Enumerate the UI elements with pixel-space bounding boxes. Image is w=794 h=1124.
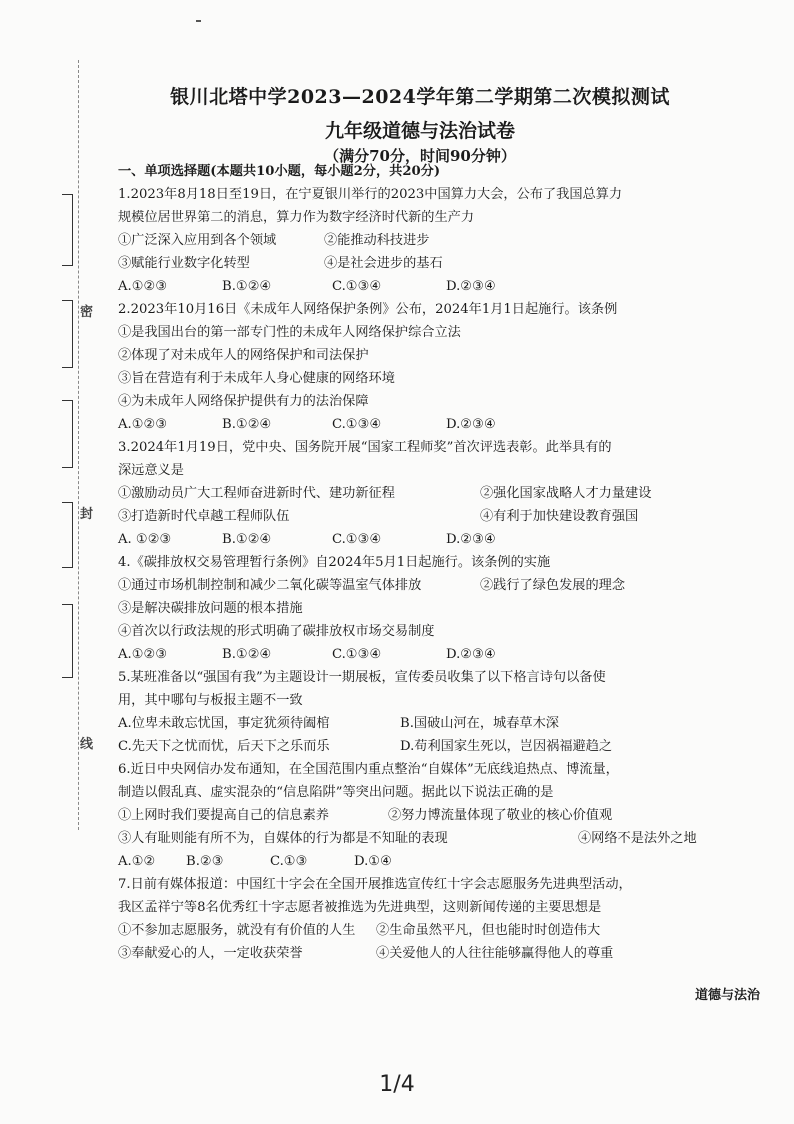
question-stem: 用，其中哪句与板报主题不一致	[118, 693, 303, 708]
statement-row	[118, 712, 730, 735]
statement-row	[118, 804, 730, 827]
answer-option[interactable]: A.①②③	[118, 279, 168, 294]
statement-item: ①激励动员广大工程师奋进新时代、建功新征程	[118, 486, 395, 501]
statement-row	[118, 344, 730, 367]
question-stem: 5.某班准备以“强国有我”为主题设计一期展板，宣传委员收集了以下格言诗句以备使	[118, 670, 606, 685]
answer-option[interactable]: A.①②	[118, 854, 156, 869]
statement-item: ②能推动科技进步	[324, 233, 430, 248]
question-stem: 4.《碳排放权交易管理暂行条例》自2024年5月1日起施行。该条例的实施	[118, 555, 551, 570]
statement-row	[118, 620, 730, 643]
answer-option[interactable]: D.①④	[354, 854, 392, 869]
binding-bracket	[62, 400, 73, 468]
question-stem: 深远意义是	[118, 463, 184, 478]
answer-option[interactable]: A.①②③	[118, 417, 168, 432]
binding-bracket	[62, 502, 73, 568]
statement-item: ①是我国出台的第一部专门性的未成年人网络保护综合立法	[118, 325, 461, 340]
question-stem: 6.近日中央网信办发布通知，在全国范围内重点整治“自媒体”无底线追热点、博流量，	[118, 762, 619, 777]
exam-score-time: （满分70分，时间90分钟）	[324, 147, 516, 165]
answer-option[interactable]: A. ①②③	[118, 532, 172, 547]
statement-row	[118, 367, 730, 390]
question-stem: 1.2023年8月18日至19日，在宁夏银川举行的2023中国算力大会，公布了我国总算力	[118, 187, 623, 202]
statement-item: ④为未成年人网络保护提供有力的法治保障	[118, 394, 369, 409]
answer-option[interactable]: B.①②④	[222, 532, 272, 547]
statement-item: ②努力博流量体现了敬业的核心价值观	[388, 808, 613, 823]
answer-option[interactable]: D.②③④	[446, 532, 496, 547]
statement-row	[118, 229, 730, 252]
statement-row	[118, 942, 730, 965]
answer-option[interactable]: C.①③④	[332, 532, 382, 547]
statement-item: A.位卑未敢忘忧国，事定犹须待阖棺	[118, 716, 330, 731]
statement-row	[118, 735, 730, 758]
binding-fold-line	[78, 60, 79, 830]
answer-option[interactable]: B.①②④	[222, 279, 272, 294]
statement-row	[118, 919, 730, 942]
binding-label-mi: 密	[80, 305, 94, 320]
statement-row	[118, 505, 730, 528]
statement-item: ③打造新时代卓越工程师队伍	[118, 509, 290, 524]
statement-item: ④关爱他人的人往往能够赢得他人的尊重	[376, 946, 614, 961]
question-4	[118, 551, 730, 666]
page-number: 1/4	[379, 1072, 415, 1097]
question-stem: 7.日前有媒体报道：中国红十字会在全国开展推选宣传红十字会志愿服务先进典型活动，	[118, 877, 632, 892]
subject-tag: 道德与法治	[694, 988, 760, 1003]
statement-item: D.苟利国家生死以，岂因祸福避趋之	[400, 739, 613, 754]
exam-content	[118, 160, 730, 965]
answer-option[interactable]: B.①②④	[222, 417, 272, 432]
question-stem: 2.2023年10月16日《未成年人网络保护条例》公布，2024年1月1日起施行。该条例	[118, 302, 618, 317]
question-list	[118, 183, 730, 965]
exam-subject: 九年级道德与法治试卷	[324, 120, 515, 142]
exam-header	[100, 84, 740, 166]
statement-item: ①广泛深入应用到各个领域	[118, 233, 277, 248]
statement-item: ③奉献爱心的人，一定收获荣誉	[118, 946, 303, 961]
answer-options	[118, 275, 730, 298]
statement-item: ①不参加志愿服务，就没有有价值的人生	[118, 923, 356, 938]
statement-item: ③是解决碳排放问题的根本措施	[118, 601, 303, 616]
question-6	[118, 758, 730, 873]
statement-item: ②践行了绿色发展的理念	[480, 578, 626, 593]
question-5	[118, 666, 730, 758]
statement-row	[118, 252, 730, 275]
binding-bracket	[62, 194, 73, 266]
answer-option[interactable]: C.①③	[270, 854, 308, 869]
statement-item: ①上网时我们要提高自己的信息素养	[118, 808, 329, 823]
answer-option[interactable]: D.②③④	[446, 647, 496, 662]
statement-item: ④网络不是法外之地	[578, 831, 697, 846]
question-1	[118, 183, 730, 298]
binding-bracket	[62, 604, 73, 678]
statement-item: ④首次以行政法规的形式明确了碳排放权市场交易制度	[118, 624, 435, 639]
question-stem: 规模位居世界第二的消息，算力作为数字经济时代新的生产力	[118, 210, 475, 225]
answer-option[interactable]: D.②③④	[446, 279, 496, 294]
statement-item: C.先天下之忧而忧，后天下之乐而乐	[118, 739, 330, 754]
answer-option[interactable]: D.②③④	[446, 417, 496, 432]
statement-item: ①通过市场机制控制和减少二氧化碳等温室气体排放	[118, 578, 422, 593]
statement-item: ③赋能行业数字化转型	[118, 256, 250, 271]
question-2	[118, 298, 730, 436]
exam-title: 银川北塔中学2023—2024学年第二学期第二次模拟测试	[170, 86, 670, 108]
statement-item: ③人有耻则能有所不为，自媒体的行为都是不知耻的表现	[118, 831, 448, 846]
answer-options	[118, 413, 730, 436]
binding-bracket	[62, 300, 73, 368]
statement-item: ②强化国家战略人才力量建设	[480, 486, 652, 501]
section-title: 一、单项选择题(本题共10小题，每小题2分，共20分)	[118, 164, 441, 179]
statement-item: ②生命虽然平凡，但也能时时创造伟大	[376, 923, 601, 938]
statement-row	[118, 597, 730, 620]
statement-row	[118, 482, 730, 505]
answer-option[interactable]: C.①③④	[332, 417, 382, 432]
answer-option[interactable]: C.①③④	[332, 647, 382, 662]
statement-item: ③旨在营造有利于未成年人身心健康的网络环境	[118, 371, 395, 386]
answer-option[interactable]: A.①②③	[118, 647, 168, 662]
question-3	[118, 436, 730, 551]
question-7	[118, 873, 730, 965]
question-stem: 我区孟祥宁等8名优秀红十字志愿者被推选为先进典型，这则新闻传递的主要思想是	[118, 900, 602, 915]
statement-row	[118, 574, 730, 597]
scan-mark	[196, 20, 201, 22]
statement-item: ④是社会进步的基石	[324, 256, 443, 271]
binding-label-xian: 线	[80, 737, 94, 752]
statement-row	[118, 321, 730, 344]
statement-item: ④有利于加快建设教育强国	[480, 509, 639, 524]
binding-label-feng: 封	[80, 507, 94, 522]
answer-options	[118, 528, 730, 551]
question-stem: 3.2024年1月19日，党中央、国务院开展“国家工程师奖”首次评选表彰。此举具有的	[118, 440, 612, 455]
statement-row	[118, 827, 730, 850]
statement-row	[118, 390, 730, 413]
answer-options	[118, 850, 730, 873]
answer-option[interactable]: B.①②④	[222, 647, 272, 662]
answer-options	[118, 643, 730, 666]
answer-option[interactable]: C.①③④	[332, 279, 382, 294]
answer-option[interactable]: B.②③	[186, 854, 224, 869]
statement-item: ②体现了对未成年人的网络保护和司法保护	[118, 348, 369, 363]
statement-item: B.国破山河在，城春草木深	[400, 716, 559, 731]
question-stem: 制造以假乱真、虚实混杂的“信息陷阱”等突出问题。据此以下说法正确的是	[118, 785, 554, 800]
